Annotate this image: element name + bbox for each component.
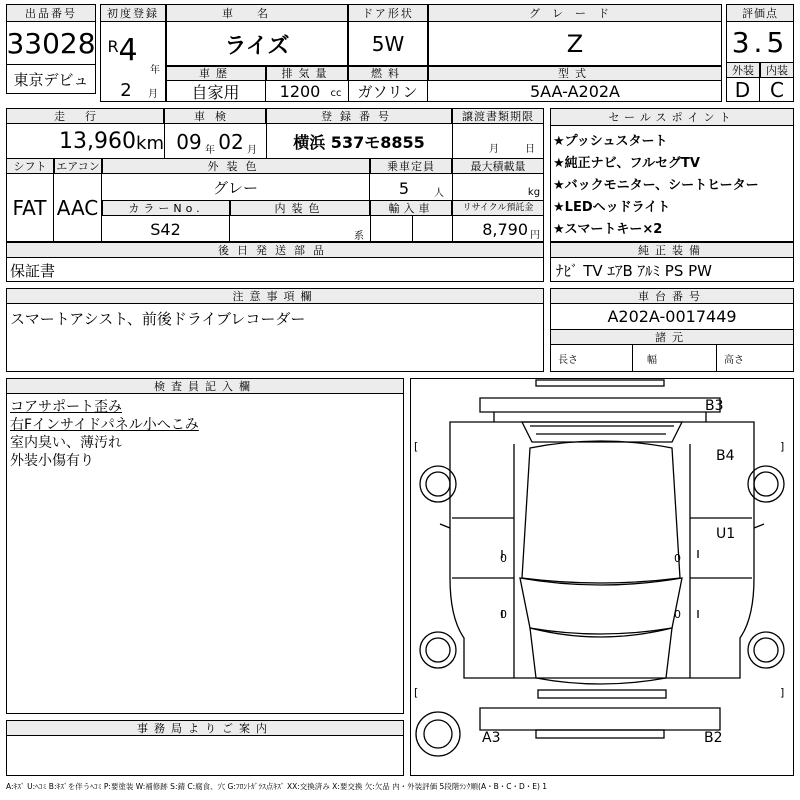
displacement-label: 排気量 bbox=[266, 66, 348, 81]
interior-label: 内装 bbox=[760, 62, 794, 78]
sales-point: ★バックモニター、シートヒーター bbox=[553, 178, 759, 193]
car-name: ライズ bbox=[224, 33, 290, 59]
sales-points-label: セールスポイント bbox=[550, 108, 794, 126]
score-label: 評価点 bbox=[726, 4, 794, 22]
office-notice-label: 事務局よりご案内 bbox=[6, 720, 404, 736]
sales-point: ★スマートキー×2 bbox=[553, 222, 663, 237]
lot-number: 33028 bbox=[6, 26, 96, 60]
color-number: S42 bbox=[102, 216, 230, 242]
damage-mark-b4: B4 bbox=[716, 448, 735, 464]
first-registration-month: 2 bbox=[120, 79, 132, 101]
inspector-note: 室内臭い、薄汚れ bbox=[10, 435, 122, 451]
zero-mark: 0 bbox=[674, 552, 681, 565]
lot-number-label: 出品番号 bbox=[6, 4, 96, 22]
damage-mark-b2: B2 bbox=[704, 730, 723, 746]
year-unit: 年 bbox=[150, 64, 160, 76]
max-load-unit: kg bbox=[527, 186, 541, 198]
era-mark: R bbox=[107, 36, 119, 56]
interior-color-label: 内装色 bbox=[230, 200, 370, 216]
car-diagram-icon bbox=[410, 378, 794, 776]
bracket-mark: [ bbox=[414, 440, 419, 453]
door-type: 5W bbox=[371, 32, 405, 56]
specs-label: 諸元 bbox=[550, 329, 794, 345]
inspector-note: 外装小傷有り bbox=[10, 453, 94, 469]
later-parts: 保証書 bbox=[10, 261, 56, 280]
exterior-grade: D bbox=[726, 78, 760, 102]
zero-mark: 0 bbox=[500, 552, 507, 565]
damage-mark-b3: B3 bbox=[705, 398, 724, 414]
exterior-color-label: 外装色 bbox=[102, 158, 370, 174]
grade: Z bbox=[566, 30, 584, 58]
displacement: 1200 bbox=[279, 82, 321, 101]
interior-grade: C bbox=[770, 78, 784, 102]
sales-point: ★LEDヘッドライト bbox=[553, 200, 671, 215]
inspection-year-unit: 年 bbox=[205, 144, 215, 156]
score: 3.5 bbox=[731, 25, 789, 59]
notes-text: スマートアシスト、前後ドライブレコーダー bbox=[10, 310, 306, 328]
inspection-month-unit: 月 bbox=[247, 144, 257, 156]
month-unit: 月 bbox=[148, 88, 158, 100]
mileage-label: 走行 bbox=[6, 108, 164, 124]
inspector-label: 検査員記入欄 bbox=[6, 378, 404, 394]
shift-label: シフト bbox=[6, 158, 54, 174]
capacity-unit: 人 bbox=[434, 187, 444, 199]
transfer-deadline-label: 譲渡書類期限 bbox=[452, 108, 544, 124]
genuine-equipment-label: 純正装備 bbox=[550, 242, 794, 258]
transfer-month-unit: 月 bbox=[489, 143, 499, 155]
first-registration-year: 4 bbox=[118, 32, 138, 68]
damage-legend: A:ｷｽﾞ U:ﾍｺﾐ B:ｷｽﾞを伴うﾍｺﾐ P:要塗装 W:補修跡 S:錆 C:腐食、穴 G:ﾌﾛﾝﾄｶﾞﾗｽ点ｷｽﾞ XX:交換済み X:要交換 欠:欠品 内・外装評価 5段階ﾗﾝｸ順(A・B・C・D・E) 1 bbox=[6, 782, 548, 791]
damage-mark-u1: U1 bbox=[716, 526, 736, 542]
bracket-mark: ] bbox=[780, 440, 785, 453]
inspection-month: 02 bbox=[218, 130, 244, 154]
capacity-label: 乗車定員 bbox=[370, 158, 452, 174]
aircon-label: エアコン bbox=[54, 158, 102, 174]
fuel: ガソリン bbox=[348, 81, 428, 102]
inspection-year: 09 bbox=[176, 130, 202, 154]
inspector-note: 右Fインサイドパネル小へこみ bbox=[10, 417, 199, 433]
capacity: 5 bbox=[398, 178, 410, 198]
exterior-color: グレー bbox=[102, 174, 370, 200]
zero-mark: 0 bbox=[500, 608, 507, 621]
chassis-number: A202A-0017449 bbox=[607, 306, 737, 326]
mileage: 13,960 bbox=[59, 128, 136, 154]
color-number-label: カラーNo. bbox=[102, 200, 230, 216]
fuel-label: 燃料 bbox=[348, 66, 428, 81]
registration-number-label: 登録番号 bbox=[266, 108, 452, 124]
model-code: 5AA-A202A bbox=[529, 82, 620, 101]
later-parts-label: 後日発送部品 bbox=[6, 242, 544, 258]
car-name-label: 車名 bbox=[166, 4, 348, 22]
aircon: AAC bbox=[54, 174, 102, 242]
sales-point: ★プッシュスタート bbox=[553, 134, 668, 149]
width-label: 幅 bbox=[647, 354, 657, 366]
history: 自家用 bbox=[166, 81, 266, 102]
length-label: 長さ bbox=[558, 354, 578, 366]
damage-mark-a3: A3 bbox=[482, 730, 501, 746]
transfer-day-unit: 日 bbox=[525, 143, 535, 155]
sales-point: ★純正ナビ、フルセグTV bbox=[553, 156, 700, 171]
shift: FAT bbox=[6, 174, 54, 242]
interior-color-unit: 系 bbox=[354, 230, 364, 242]
first-registration-label: 初度登録 bbox=[100, 4, 166, 22]
genuine-equipment: ﾅﾋﾞ TV ｴｱB ｱﾙﾐ PS PW bbox=[556, 261, 712, 280]
debut-label: 東京デビュ bbox=[13, 70, 89, 89]
inspector-note: コアサポート歪み bbox=[10, 399, 122, 415]
displacement-unit: cc bbox=[330, 87, 342, 99]
exterior-label: 外装 bbox=[726, 62, 760, 78]
zero-mark: 0 bbox=[674, 608, 681, 621]
notes-label: 注意事項欄 bbox=[6, 288, 544, 304]
bracket-mark: [ bbox=[414, 686, 419, 699]
grade-label: グレード bbox=[428, 4, 722, 22]
registration-number: 横浜 537モ8855 bbox=[293, 132, 425, 152]
model-label: 型式 bbox=[428, 66, 722, 81]
bracket-mark: ] bbox=[780, 686, 785, 699]
door-label: ドア形状 bbox=[348, 4, 428, 22]
history-label: 車歴 bbox=[166, 66, 266, 81]
mileage-unit: km bbox=[136, 132, 164, 154]
recycle-deposit-label: リサイクル預託金 bbox=[452, 200, 544, 216]
chassis-number-label: 車台番号 bbox=[550, 288, 794, 304]
inspection-label: 車検 bbox=[164, 108, 266, 124]
max-load-label: 最大積載量 bbox=[452, 158, 544, 174]
height-label: 高さ bbox=[724, 354, 744, 366]
recycle-deposit: 8,790 bbox=[482, 219, 528, 239]
recycle-unit: 円 bbox=[530, 229, 540, 241]
import-label: 輸入車 bbox=[370, 200, 452, 216]
